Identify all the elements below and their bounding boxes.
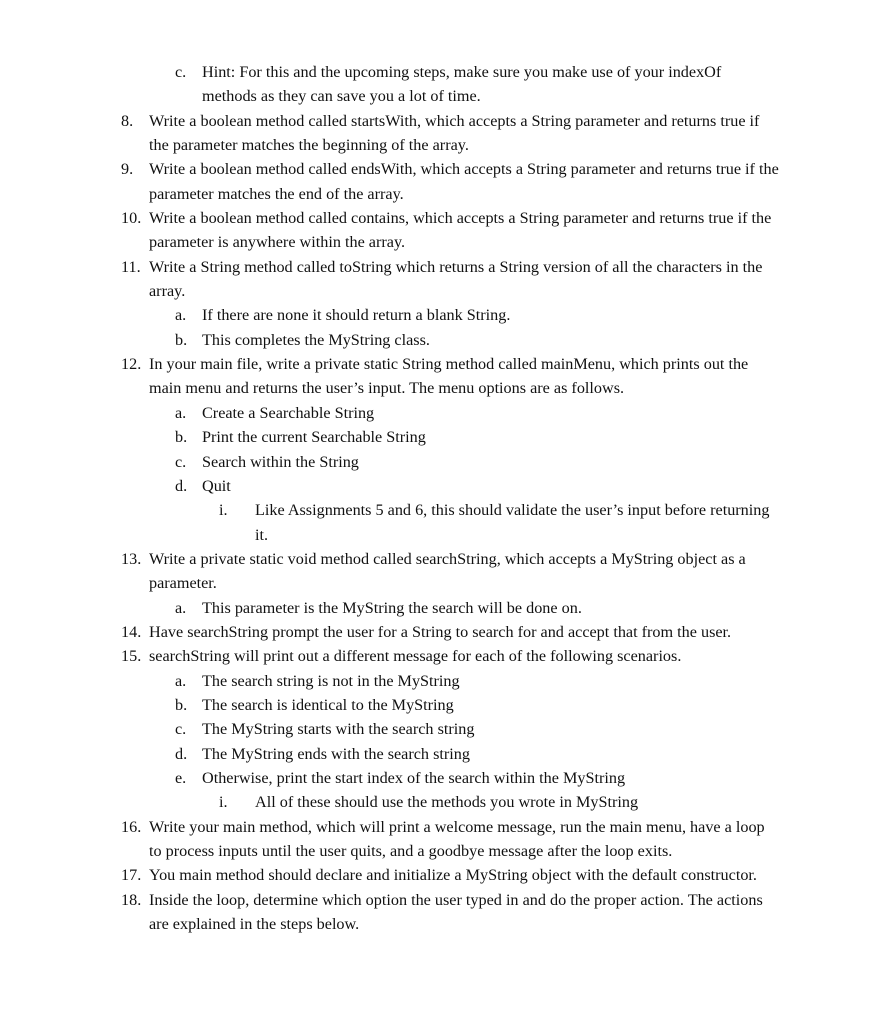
list-item-text: Search within the String [202,452,359,471]
list-item-text: Quit [202,476,231,495]
numbered-step [0,888,779,937]
list-marker: b. [175,695,188,714]
list-marker: 17. [121,866,142,885]
list-marker: c. [175,720,187,739]
list-item-text: All of these should use the methods you wrote in MyString [255,793,639,812]
list-marker: b. [175,428,188,447]
list-marker: 18. [121,890,142,909]
numbered-step [0,206,779,255]
list-item-text: Like Assignments 5 and 6, this should validate the user’s input before returning it. [255,501,770,544]
list-marker: 12. [121,355,142,374]
list-item-text: The search string is not in the MyString [202,671,460,690]
list-item-text: In your main file, write a private static String method called mainMenu, which prints out the main menu and returns the user’s input. The menu options are as follows. [149,355,749,398]
roman-substep [0,498,775,547]
lettered-substep [0,742,779,766]
list-item-text: The search is identical to the MyString [202,695,454,714]
list-marker: a. [175,306,187,325]
list-marker: d. [175,476,188,495]
list-marker: e. [175,768,187,787]
lettered-substep [0,401,779,425]
numbered-step [0,255,779,304]
lettered-substep [0,425,779,449]
list-marker: 11. [121,257,141,276]
list-item-text: Write your main method, which will print a welcome message, run the main menu, have a loop to process inputs until the user quits, and a goodbye message after the loop exits. [149,817,765,860]
list-marker: d. [175,744,188,763]
list-item-text: Print the current Searchable String [202,428,426,447]
list-item-text: Write a private static void method called searchString, which accepts a MyString object as a parameter. [149,549,746,593]
list-item-text: This completes the MyString class. [202,330,430,349]
list-marker: 10. [121,209,142,228]
lettered-substep [0,669,779,693]
list-marker: 14. [121,622,142,641]
lettered-substep [0,596,779,620]
numbered-step [0,815,779,864]
roman-substep [0,790,775,814]
lettered-substep [0,60,779,109]
list-marker: i. [219,501,228,520]
numbered-step [0,620,779,644]
list-marker: c. [175,452,187,471]
list-item-text: This parameter is the MyString the search will be done on. [202,598,582,617]
list-item-text: Write a String method called toString which returns a String version of all the characters in the array. [149,257,763,301]
list-item-text: Write a boolean method called contains, which accepts a String parameter and returns true if the parameter is anywhere within the array. [149,209,772,252]
list-item-text: Create a Searchable String [202,403,375,422]
list-marker: 16. [121,817,142,836]
list-item-text: You main method should declare and initialize a MyString object with the default constructor. [149,866,757,885]
list-marker: b. [175,330,188,349]
list-marker: a. [175,671,187,690]
list-marker: 13. [121,549,142,568]
list-marker: i. [219,793,228,812]
numbered-step [0,863,779,887]
list-item-text: If there are none it should return a blank String. [202,306,511,325]
list-item-text: searchString will print out a different message for each of the following scenarios. [149,647,682,666]
list-item-text: The MyString starts with the search string [202,720,475,739]
list-item-text: Write a boolean method called startsWith, which accepts a String parameter and returns true if the parameter matches the beginning of the array. [149,111,760,155]
list-marker: a. [175,403,187,422]
lettered-substep [0,766,779,790]
numbered-step [0,547,779,596]
list-item-text: Otherwise, print the start index of the search within the MyString [202,768,626,787]
numbered-step [0,644,779,668]
lettered-substep [0,474,779,498]
numbered-step [0,109,779,158]
list-item-text: Have searchString prompt the user for a String to search for and accept that from the user. [149,622,732,641]
list-item-text: Hint: For this and the upcoming steps, make sure you make use of your indexOf methods as they can save you a lot of time. [202,63,722,106]
list-marker: 8. [121,111,134,130]
instruction-list [0,60,880,936]
list-marker: 15. [121,647,142,666]
list-marker: c. [175,63,187,81]
lettered-substep [0,328,779,352]
list-marker: a. [175,598,187,617]
numbered-step [0,157,779,206]
lettered-substep [0,693,779,717]
lettered-substep [0,717,779,741]
lettered-substep [0,303,779,327]
list-marker: 9. [121,160,134,179]
lettered-substep [0,450,779,474]
list-item-text: Inside the loop, determine which option the user typed in and do the proper action. The actions are explained in the steps below. [149,890,763,934]
list-item-text: Write a boolean method called endsWith, which accepts a String parameter and returns true if the parameter matches the end of the array. [149,160,779,203]
numbered-step [0,352,779,401]
list-item-text: The MyString ends with the search string [202,744,470,763]
